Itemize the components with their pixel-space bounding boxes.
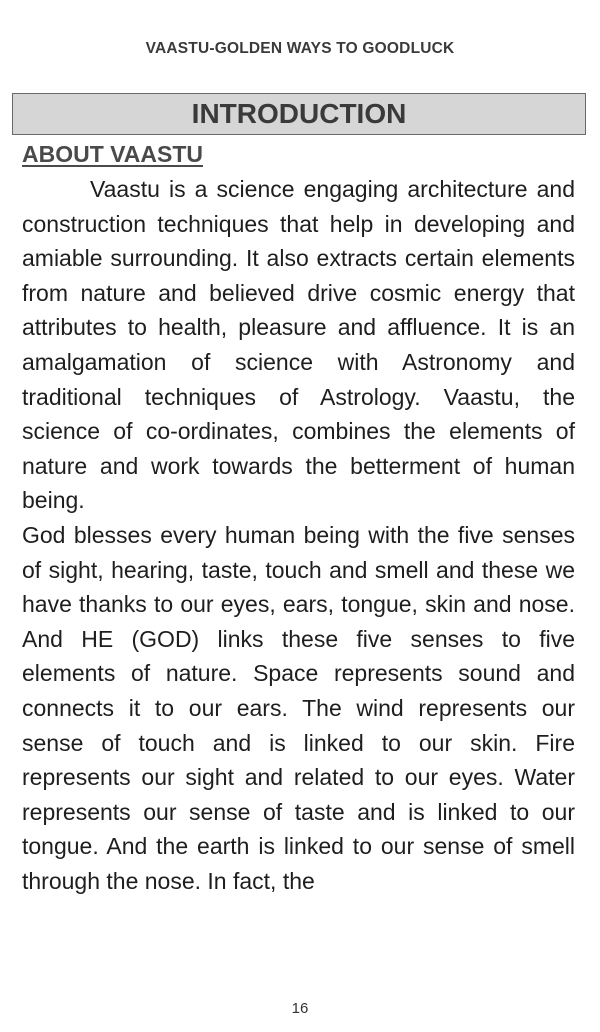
paragraph-2: God blesses every human being with the five senses of sight, hearing, taste, touch and smell and these we have thanks to our eyes, ears, tongue, skin and nose. And HE (GOD) links these five senses to five elements of nature. Space represents sound and connects it to our ears. The wind represents our sense of touch and is linked to our skin. Fire represents our sight and related to our eyes. Water represents our sense of taste and is linked to our tongue. And the earth is linked to our sense of smell through the nose. In fact, the [22,521,575,894]
paragraph-1: Vaastu is a science engaging architecture and construction techniques that help in developing and amiable surrounding. It also extracts certain elements from nature and believed drive cosmic energy that attributes to health, pleasure and affluence. It is an amalgamation of science with Astronomy and traditional techniques of Astrology. Vaastu, the science of co-ordinates, combines the elements of nature and work towards the betterment of human being. [22,176,575,514]
section-heading: ABOUT VAASTU [22,141,204,167]
chapter-title-banner: INTRODUCTION [12,93,586,135]
running-header: VAASTU-GOLDEN WAYS TO GOODLUCK [145,40,455,57]
page-number: 16 [291,1000,309,1017]
body-text [22,172,575,898]
